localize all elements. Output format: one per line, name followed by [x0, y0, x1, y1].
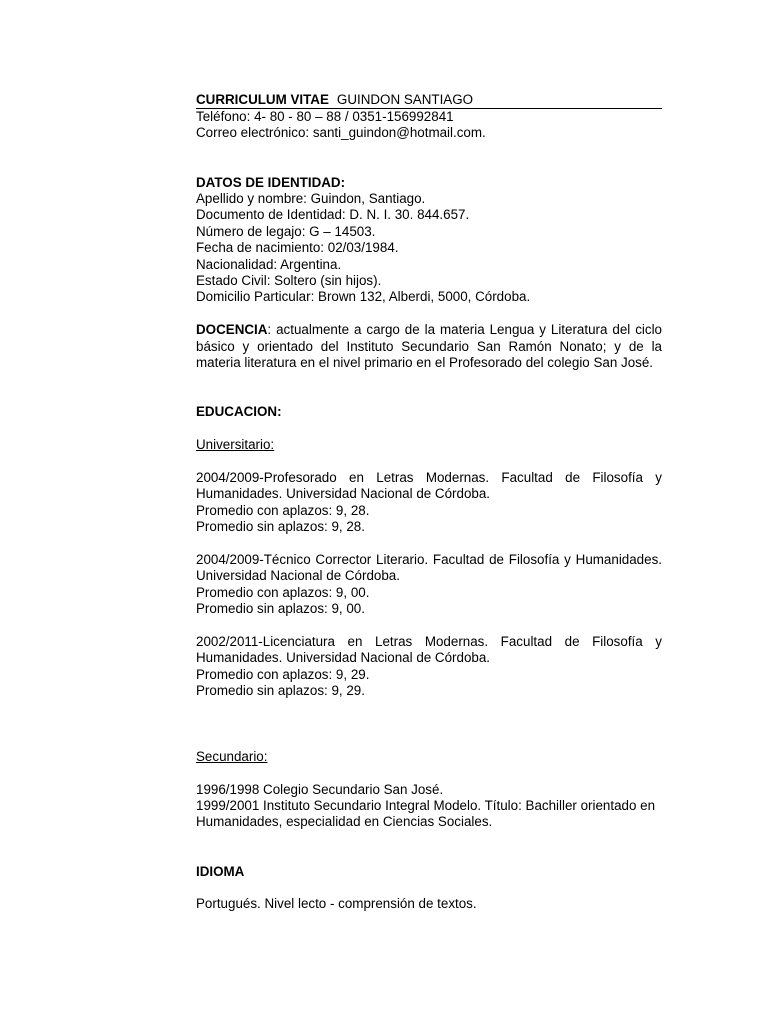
phone-line: Teléfono: 4- 80 - 80 – 88 / 0351-156992841	[196, 109, 454, 124]
secondary-entry: 1996/1998 Colegio Secundario San José.	[196, 781, 444, 797]
identity-item: Número de legajo: G – 14503.	[196, 223, 376, 239]
education-heading: EDUCACION:	[196, 404, 282, 420]
secundario-label: Secundario:	[196, 748, 268, 764]
identity-item: Nacionalidad: Argentina.	[196, 256, 342, 272]
identity-item: Domicilio Particular: Brown 132, Alberdi, 5000, Córdoba.	[196, 289, 531, 305]
identity-item: Estado Civil: Soltero (sin hijos).	[196, 273, 382, 289]
average-without-fails: Promedio sin aplazos: 9, 28.	[196, 519, 365, 535]
average-with-fails: Promedio con aplazos: 9, 28.	[196, 502, 370, 518]
secondary-entry: 1999/2001 Instituto Secundario Integral Modelo. Título: Bachiller orientado en Humanidades, especialidad en Ciencias Sociales.	[196, 797, 656, 830]
cv-document	[196, 92, 662, 913]
identity-item: Documento de Identidad: D. N. I. 30. 844.657.	[196, 207, 470, 223]
docencia-text: : actualmente a cargo de la materia Lengua y Literatura del ciclo básico y orientado del Instituto Secundario San Ramón Nonato; y de la materia literatura en el nivel primario en el Profesorado del colegio San José.	[196, 322, 662, 371]
university-entry-title: 2004/2009-Técnico Corrector Literario. Facultad de Filosofía y Humanidades. Universidad Nacional de Córdoba.	[196, 551, 662, 584]
docencia-paragraph	[196, 322, 662, 371]
average-without-fails: Promedio sin aplazos: 9, 29.	[196, 683, 365, 699]
language-text: Portugués. Nivel lecto - comprensión de textos.	[196, 896, 477, 912]
language-heading: IDIOMA	[196, 863, 245, 879]
email-line: Correo electrónico: santi_guindon@hotmail.com.	[196, 125, 486, 141]
identity-item: Apellido y nombre: Guindon, Santiago.	[196, 191, 426, 207]
university-entry-title: 2002/2011-Licenciatura en Letras Modernas. Facultad de Filosofía y Humanidades. Universidad Nacional de Córdoba.	[196, 633, 662, 666]
average-without-fails: Promedio sin aplazos: 9, 00.	[196, 601, 365, 617]
cv-header	[196, 92, 662, 109]
cv-name: GUINDON SANTIAGO	[336, 92, 474, 107]
university-entry-title: 2004/2009-Profesorado en Letras Modernas. Facultad de Filosofía y Humanidades. Universidad Nacional de Córdoba.	[196, 469, 662, 502]
average-with-fails: Promedio con aplazos: 9, 00.	[196, 584, 370, 600]
universitario-label: Universitario:	[196, 437, 275, 453]
cv-title: CURRICULUM VITAE	[196, 92, 329, 107]
docencia-label: DOCENCIA	[196, 322, 268, 338]
average-with-fails: Promedio con aplazos: 9, 29.	[196, 666, 370, 682]
identity-heading: DATOS DE IDENTIDAD:	[196, 174, 346, 190]
identity-item: Fecha de nacimiento: 02/03/1984.	[196, 240, 399, 256]
